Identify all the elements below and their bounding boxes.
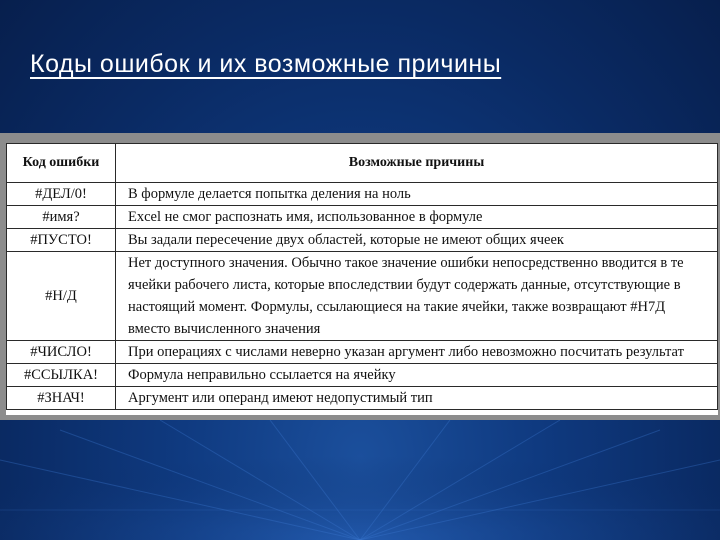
table-row bbox=[7, 252, 718, 341]
table-row bbox=[7, 387, 718, 410]
table-row bbox=[7, 364, 718, 387]
table-header-row bbox=[7, 144, 718, 183]
table-row bbox=[7, 341, 718, 364]
column-header-reason: Возможные причины bbox=[116, 144, 718, 183]
error-reason-cell: Аргумент или операнд имеют недопустимый тип bbox=[116, 387, 718, 410]
error-code-cell: #ЧИСЛО! bbox=[7, 341, 116, 364]
background-decoration bbox=[0, 420, 720, 540]
error-code-cell: #ДЕЛ/0! bbox=[7, 183, 116, 206]
slide-title: Коды ошибок и их возможные причины bbox=[30, 50, 502, 78]
table-row bbox=[7, 229, 718, 252]
error-code-cell: #Н/Д bbox=[7, 252, 116, 341]
error-reason-cell: Excel не смог распознать имя, использованное в формуле bbox=[116, 206, 718, 229]
error-code-cell: #имя? bbox=[7, 206, 116, 229]
error-code-cell: #ЗНАЧ! bbox=[7, 387, 116, 410]
table-paper bbox=[6, 143, 718, 415]
error-reason-cell: В формуле делается попытка деления на ноль bbox=[116, 183, 718, 206]
error-code-cell: #ПУСТО! bbox=[7, 229, 116, 252]
table-frame bbox=[0, 133, 720, 420]
error-reason-cell: Нет доступного значения. Обычно такое значение ошибки непосредственно вводится в те ячейки рабочего листа, которые впоследствии будут содержать данные, отсутствующие в настоящий момент. Формулы, ссылающиеся на такие ячейки, также возвращают #Н7Д вместо вычисленного значения bbox=[116, 252, 718, 341]
error-code-cell: #ССЫЛКА! bbox=[7, 364, 116, 387]
table-row bbox=[7, 206, 718, 229]
error-reason-cell: Вы задали пересечение двух областей, которые не имеют общих ячеек bbox=[116, 229, 718, 252]
column-header-code: Код ошибки bbox=[7, 144, 116, 183]
table-row bbox=[7, 183, 718, 206]
error-reason-cell: Формула неправильно ссылается на ячейку bbox=[116, 364, 718, 387]
error-codes-table bbox=[6, 143, 718, 410]
error-reason-cell: При операциях с числами неверно указан аргумент либо невозможно посчитать результат bbox=[116, 341, 718, 364]
